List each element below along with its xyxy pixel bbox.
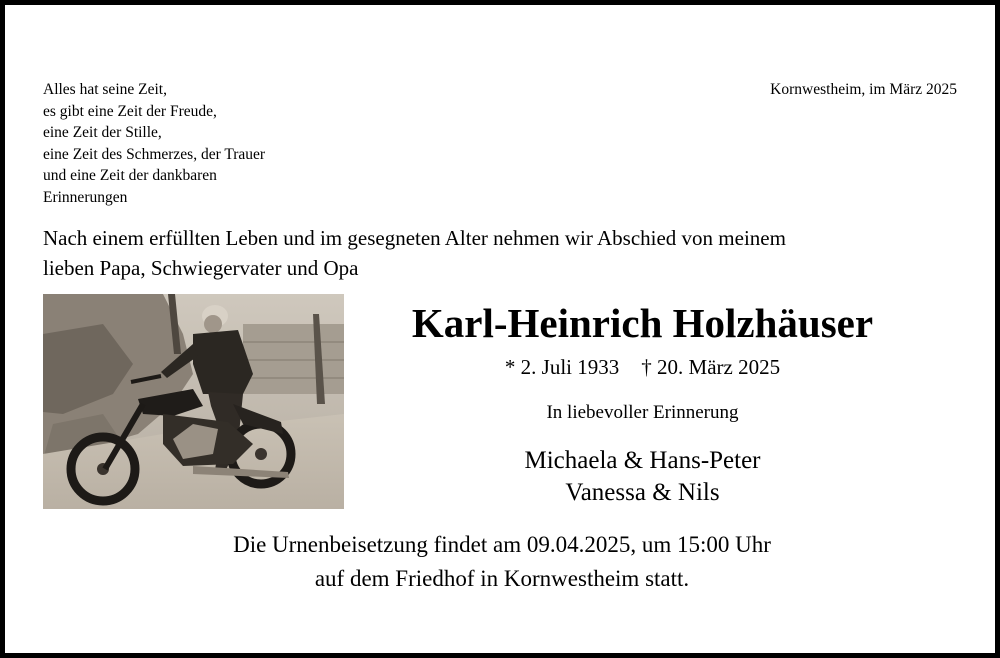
- place-date: Kornwestheim, im März 2025: [770, 81, 957, 98]
- poem-line: Erinnerungen: [43, 188, 128, 206]
- deceased-name: Karl-Heinrich Holzhäuser: [411, 300, 874, 346]
- intro-line: Nach einem erfüllten Leben und im gesegneten Alter nehmen wir Abschied von meinem: [43, 226, 786, 250]
- burial-line: auf dem Friedhof in Kornwestheim statt.: [314, 566, 690, 591]
- intro-text: [43, 223, 943, 283]
- poem-line: Alles hat seine Zeit,: [43, 81, 167, 98]
- burial-notice: [5, 528, 999, 596]
- portrait-photo: [43, 294, 344, 509]
- poem: [43, 79, 265, 209]
- poem-line: eine Zeit der Stille,: [43, 124, 162, 142]
- burial-line: Die Urnenbeisetzung findet am 09.04.2025, um 15:00 Uhr: [233, 532, 771, 557]
- life-dates: [344, 353, 941, 381]
- poem-line: es gibt eine Zeit der Freude,: [43, 102, 217, 120]
- poem-line: eine Zeit des Schmerzes, der Trauer: [43, 145, 266, 163]
- poem-line: und eine Zeit der dankbaren: [43, 167, 217, 185]
- family-names: [344, 445, 941, 509]
- birth-date: * 2. Juli 1933: [504, 355, 620, 379]
- intro-line: lieben Papa, Schwiegervater und Opa: [43, 256, 359, 280]
- death-date: † 20. März 2025: [641, 355, 781, 379]
- family-line: Michaela & Hans-Peter: [524, 447, 761, 474]
- motorcycle-photo: [43, 294, 344, 509]
- family-line: Vanessa & Nils: [565, 479, 720, 506]
- memory-text: In liebevoller Erinnerung: [546, 402, 739, 423]
